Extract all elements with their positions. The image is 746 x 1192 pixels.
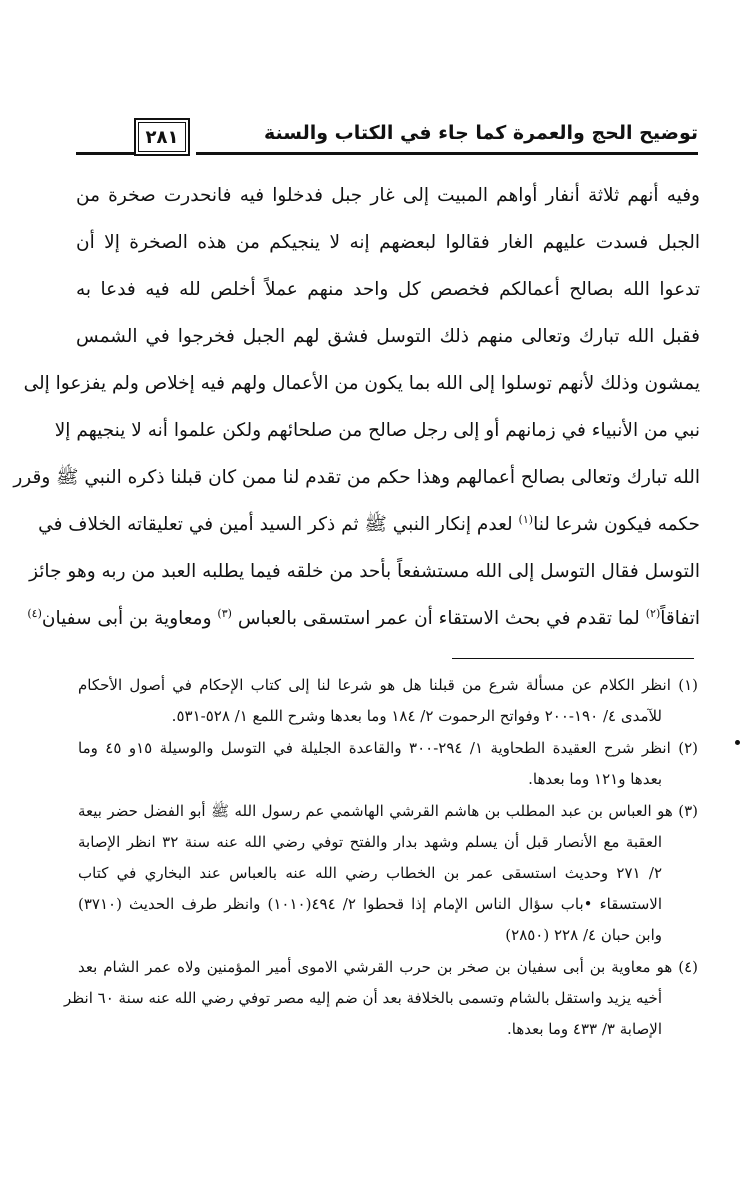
text-segment: ومعاوية بن أبى سفيان [41, 608, 218, 629]
page-number: ٢٨١ [145, 126, 179, 148]
footnote-row: للآمدى ٤/ ١٩٠-٢٠٠ وفواتح الرحموت ٢/ ١٨٤ وما بعدها وشرح اللمع ١/ ٥٢٨-٥٣١. [171, 707, 662, 725]
running-header [76, 112, 698, 162]
main-text [13, 172, 700, 642]
footnote-row: الاستسقاء •باب سؤال الناس الإمام إذا قحطوا ٢/ ٤٩٤(١٠١٠) وانظر طرف الحديث (٣٧١٠) [78, 895, 663, 913]
footnote-row: وابن حبان ٤/ ٢٢٨ (٢٨٥٠) [505, 926, 662, 944]
footnote-row: الإصابة ٣/ ٤٣٣ وما بعدها. [507, 1020, 662, 1038]
footnote-2 [78, 733, 698, 795]
footnote-text: هو معاوية بن أبى سفيان بن صخر بن حرب القرشي الاموى أمير المؤمنين ولاه عمر الشام بعد [78, 958, 673, 976]
text-line: فقبل الله تبارك وتعالى منهم ذلك التوسل فشق لهم الجبل فخرجوا في الشمس [76, 326, 700, 347]
footnote-row: العقبة مع الأنصار قبل أن يسلم وشهد بدار والفتح توفي رضي الله عنه سنة ٣٢ انظر الإصابة [78, 833, 662, 851]
footnote-3 [78, 796, 698, 951]
book-title: توضيح الحج والعمرة كما جاء في الكتاب والسنة [263, 122, 698, 144]
footnote-4 [63, 952, 698, 1045]
footnote-text: انظر شرح العقيدة الطحاوية ١/ ٢٩٤-٣٠٠ والقاعدة الجليلة في التوسل والوسيلة ١٥و ٤٥ وما [78, 739, 671, 757]
header-rule [196, 152, 698, 155]
text-line: وفيه أنهم ثلاثة أنفار أواهم المبيت إلى غار جبل فدخلوا فيه فانحدرت صخرة من [76, 185, 700, 206]
footnote-row [78, 670, 698, 701]
footnote-row [78, 796, 698, 827]
footnote-row [78, 952, 698, 983]
margin-dot [735, 740, 740, 745]
footnote-number: (٢) [678, 739, 698, 757]
footnote-number: (٤) [678, 958, 698, 976]
footnote-number: (١) [678, 676, 698, 694]
text-line: الله تبارك وتعالى بصالح أعمالهم وهذا حكم من تقدم لنا ممن كان قبلنا ذكره النبي ﷺ وقرر [13, 467, 700, 488]
footnote-ref[interactable]: (١) [518, 512, 534, 526]
text-line [38, 501, 700, 548]
footnotes [63, 670, 698, 1046]
footnote-text: انظر الكلام عن مسألة شرع من قبلنا هل هو شرعا لنا إلى كتاب الإحكام في أصول الأحكام [78, 676, 671, 694]
text-segment: اتفاقاً [660, 608, 700, 629]
text-line: التوسل فقال التوسل إلى الله مستشفعاً بأحد من خلقه فيما يطلبه العبد من ربه وهو جائز [29, 561, 700, 582]
text-segment: لعدم إنكار النبي ﷺ ثم ذكر السيد أمين في تعليقاته الخلاف في [38, 514, 519, 535]
text-line [27, 595, 700, 642]
footnote-row: بعدها و١٢١ وما بعدها. [528, 770, 662, 788]
footnote-1 [78, 670, 698, 732]
footnote-ref[interactable]: (٣) [217, 606, 232, 620]
footnote-number: (٣) [678, 802, 698, 820]
footnote-row [78, 733, 698, 764]
header-rule-left [76, 152, 134, 155]
text-line: تدعوا الله بصالح أعمالكم فخصص كل واحد منهم عملاً أخلص لله فيه فدعا به [76, 279, 700, 300]
text-line: الجبل فسدت عليهم الغار فقالوا لبعضهم إنه لا ينجيكم من هذه الصخرة إلا أن [76, 232, 700, 253]
page-number-box [134, 118, 190, 156]
text-segment: لما تقدم في بحث الاستقاء أن عمر استسقى بالعباس [237, 608, 646, 629]
text-line: نبي من الأنبياء في زمانهم أو إلى رجل صالح من صلحائهم ولكن علموا أنه لا ينجيهم إلا [54, 420, 700, 441]
footnote-ref[interactable]: (٤) [27, 606, 42, 620]
text-line: يمشون وذلك لأنهم توسلوا إلى الله بما يكون من الأعمال ولهم فيه إخلاص ولم يفزعوا إلى [23, 373, 700, 394]
footnote-separator [452, 658, 694, 659]
text-segment: حكمه فيكون شرعا لنا [533, 514, 700, 535]
footnote-row: أخيه يزيد واستقل بالشام وتسمى بالخلافة بعد أن ضم إليه مصر توفي رضي الله عنه سنة ٦٠ انظر [63, 989, 662, 1007]
footnote-text: هو العباس بن عبد المطلب بن هاشم القرشي الهاشمي عم رسول الله ﷺ أبو الفضل حضر بيعة [78, 802, 673, 820]
footnote-ref[interactable]: (٢) [645, 606, 661, 620]
footnote-row: ٢/ ٢٧١ وحديث استسقى عمر بن الخطاب رضي الله عنه بالعباس عند البخاري في كتاب [78, 864, 662, 882]
